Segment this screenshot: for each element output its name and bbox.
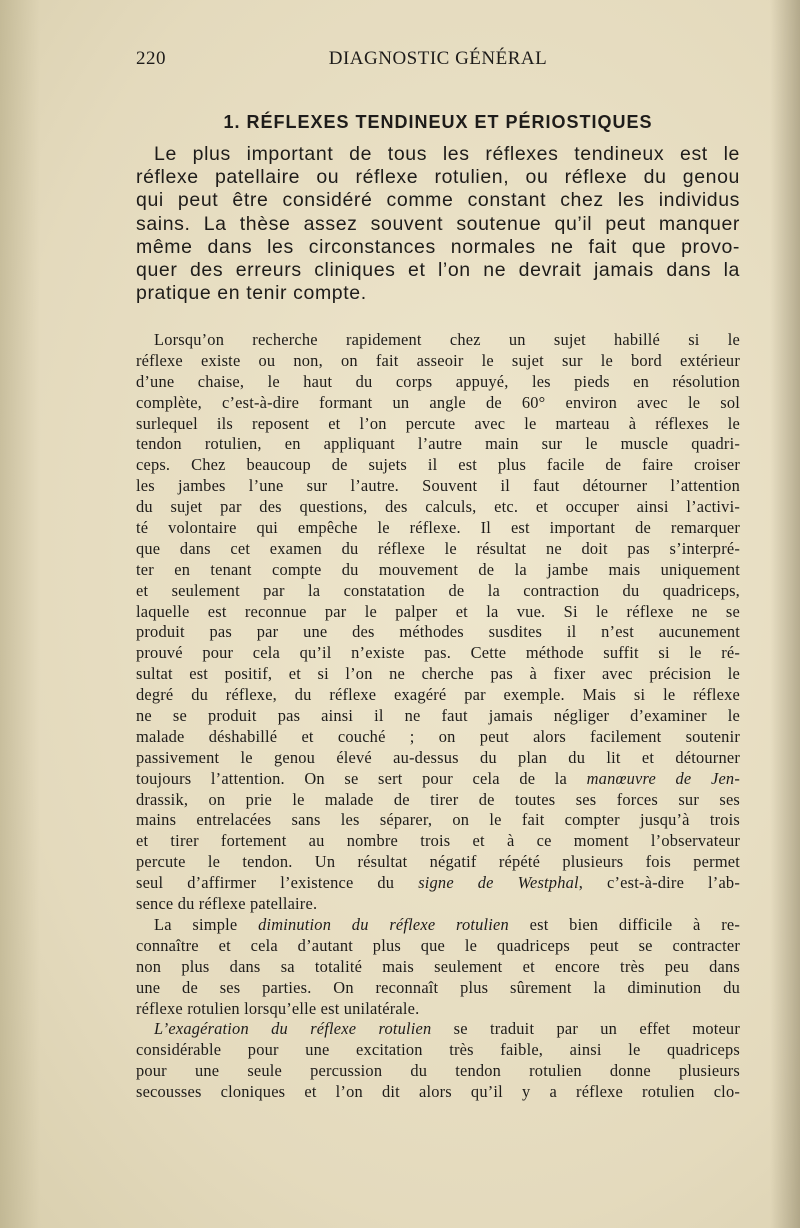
text-line: une de ses parties. On reconnaît plus sûrement la diminution du (136, 977, 740, 997)
text-line: sains. La thèse assez souvent soutenue qu’il peut manquer (136, 212, 740, 235)
body-paragraphs (136, 330, 740, 1103)
text-line: percute le tendon. Un résultat négatif répété plusieurs fois permet (136, 852, 740, 872)
text-line: prouvé pour cela qu’il n’existe pas. Cette méthode suffit si le ré- (136, 643, 740, 663)
text-line: complète, c’est-à-dire formant un angle de 60° environ avec le sol (136, 392, 740, 412)
text-line: degré du réflexe, du réflexe exagéré par exemple. Mais si le réflexe (136, 685, 740, 705)
text-line: passivement le genou élevé au-dessus du plan du lit et détourner (136, 747, 740, 767)
text-line: non plus dans sa totalité mais seulement et encore très peu dans (136, 956, 740, 976)
text-line: Le plus important de tous les réflexes tendineux est le (154, 143, 740, 165)
page-header (136, 48, 740, 74)
text-fragment: , c’est-à-dire l’ab- (578, 873, 740, 893)
text-line: que dans cet examen du réflexe le résultat ne doit pas s’interpré- (136, 538, 740, 558)
text-line (136, 915, 740, 936)
text-line: quer des erreurs cliniques et l’on ne devrait jamais dans la (136, 258, 740, 281)
text-line (136, 873, 740, 894)
text-line (136, 1019, 740, 1040)
italic-term-manoeuvre: manœuvre de Jen- (586, 768, 740, 788)
text-line: qui peut être considéré comme constant chez les individus (136, 189, 740, 212)
text-line: et tirer fortement au nombre trois et à ce moment l’observateur (136, 831, 740, 851)
text-line: ceps. Chez beaucoup de sujets il est plus facile de faire croiser (136, 455, 740, 475)
lead-paragraph (136, 143, 740, 305)
text-line: malade déshabillé et couché ; on peut alors facilement soutenir (136, 726, 740, 746)
section-heading: 1. RÉFLEXES TENDINEUX ET PÉRIOSTIQUES (223, 112, 653, 132)
text-line: sence du réflexe patellaire. (136, 894, 318, 914)
text-line: même dans les circonstances normales ne fait que provo- (136, 235, 740, 258)
text-fragment: toujours l’attention. On se sert pour cela de la (136, 768, 568, 788)
text-line: té volontaire qui empêche le réflexe. Il est important de remarquer (136, 518, 740, 538)
text-fragment: se traduit par un effet moteur (453, 1019, 740, 1039)
running-title: DIAGNOSTIC GÉNÉRAL (328, 48, 548, 69)
text-line: pour une seule percussion du tendon rotulien donne plusieurs (136, 1061, 740, 1081)
text-line: sultat est positif, et si l’on ne cherche pas à fixer avec précision le (136, 664, 740, 684)
text-line: pratique en tenir compte. (136, 282, 367, 305)
text-line: considérable pour une excitation très faible, ainsi le quadriceps (136, 1040, 740, 1060)
text-line: produit pas par une des méthodes susdites il n’est aucunement (136, 622, 740, 642)
italic-term-exageration: L’exagération du réflexe rotulien (154, 1019, 432, 1039)
text-line (136, 769, 740, 790)
text-line: réflexe existe ou non, on fait asseoir le sujet sur le bord extérieur (136, 350, 740, 370)
text-fragment: est bien difficile à re- (508, 914, 741, 934)
text-line: surlequel ils reposent et l’on percute avec le marteau à réflexes le (136, 413, 740, 433)
text-line: d’une chaise, le haut du corps appuyé, les pieds en résolution (136, 371, 740, 391)
text-line: laquelle est reconnue par le palper et la vue. Si le réflexe ne se (136, 601, 740, 621)
text-line: réflexe rotulien lorsqu’elle est unilatérale. (136, 998, 420, 1018)
text-line: ter en tenant compte du mouvement de la jambe mais uniquement (136, 559, 740, 579)
text-line: réflexe patellaire ou réflexe rotulien, ou réflexe du genou (136, 166, 740, 189)
text-line: drassik, on prie le malade de tirer de toutes ses forces sur ses (136, 789, 740, 809)
text-line: ne se produit pas ainsi il ne faut jamais négliger d’examiner le (136, 706, 740, 726)
text-fragment: La simple (154, 914, 238, 934)
text-line: les jambes l’une sur l’autre. Souvent il faut détourner l’attention (136, 476, 740, 496)
page-number: 220 (136, 48, 166, 69)
text-line: Lorsqu’on recherche rapidement chez un sujet habillé si le (154, 330, 740, 349)
text-line: secousses cloniques et l’on dit alors qu’il y a réflexe rotulien clo- (136, 1082, 740, 1102)
text-line: tendon rotulien, en appliquant l’autre main sur le muscle quadri- (136, 434, 740, 454)
text-line: connaître et cela d’autant plus que le quadriceps peut se contracter (136, 935, 740, 955)
text-line: mains entrelacées sans les séparer, on le fait compter jusqu’à trois (136, 810, 740, 830)
text-fragment: seul d’affirmer l’existence du (136, 873, 395, 893)
italic-term-diminution: diminution du réflexe rotulien (258, 914, 509, 934)
text-line: et seulement par la constatation de la contraction du quadriceps, (136, 580, 740, 600)
text-line: du sujet par des questions, des calculs, etc. et occuper ainsi l’activi- (136, 497, 740, 517)
italic-term-westphal: signe de Westphal (418, 873, 579, 893)
